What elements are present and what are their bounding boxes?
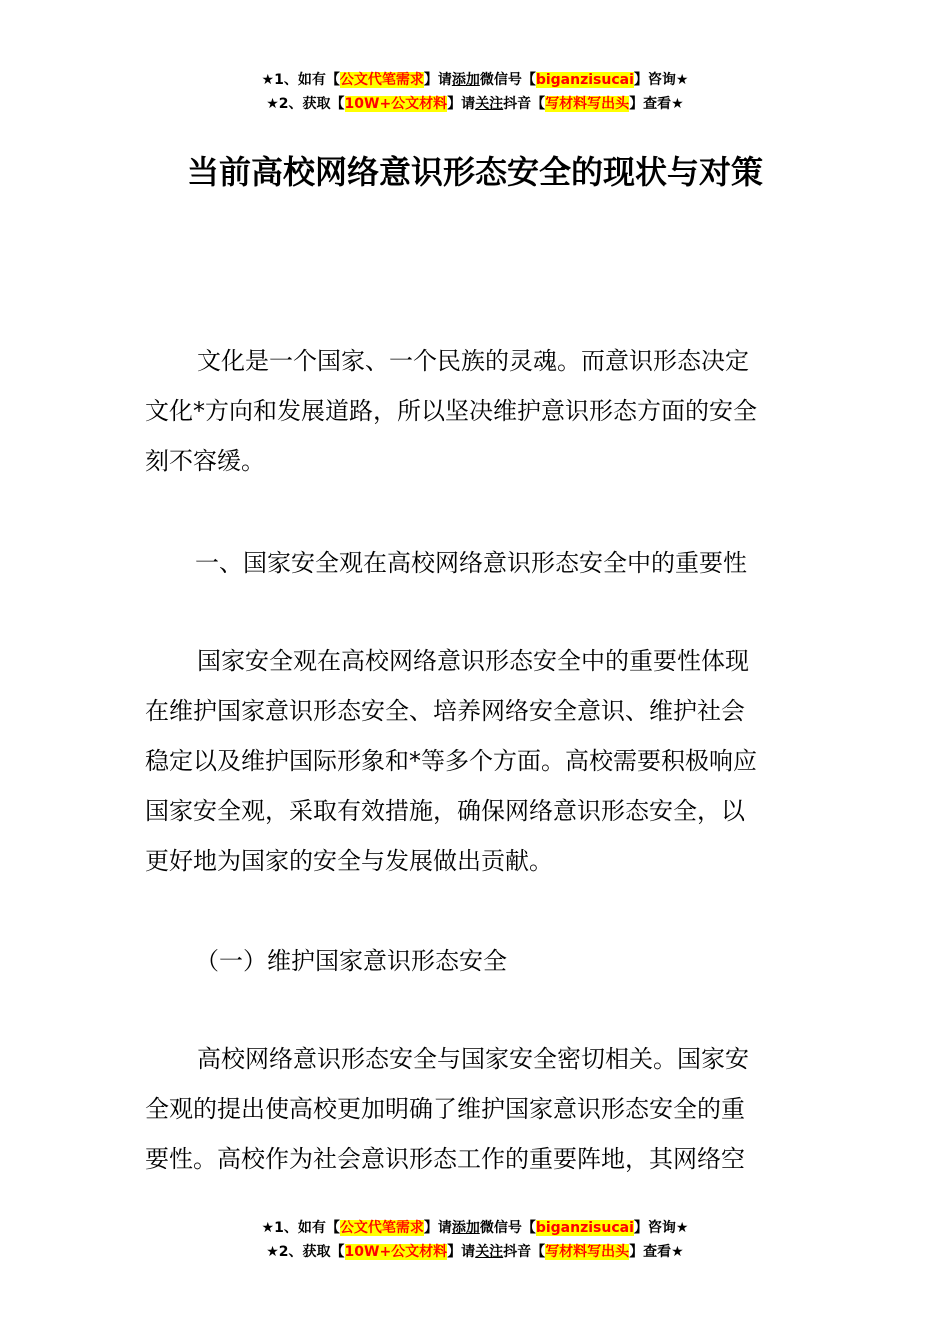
- banner-highlight: 写材料写出头: [545, 1244, 630, 1260]
- document-title: 当前高校网络意识形态安全的现状与对策: [186, 153, 763, 191]
- paragraph-line: 文化是一个国家、一个民族的灵魂。而意识形态决定: [197, 347, 749, 375]
- paragraph-line: 高校网络意识形态安全与国家安全密切相关。国家安: [197, 1045, 749, 1073]
- paragraph-line: 国家安全观在高校网络意识形态安全中的重要性体现: [197, 647, 749, 675]
- paragraph-importance: [145, 636, 809, 886]
- banner-line-2: ★2、获取【10W+公文材料】请关注抖音【写材料写出头】查看★: [266, 96, 684, 112]
- paragraph-line: 稳定以及维护国际形象和*等多个方面。高校需要积极响应: [145, 747, 757, 775]
- paragraph-intro: [145, 336, 809, 486]
- paragraph-line: 在维护国家意识形态安全、培养网络安全意识、维护社会: [145, 697, 745, 725]
- banner-highlight: biganzisucai: [535, 1220, 634, 1236]
- banner-line-2: ★2、获取【10W+公文材料】请关注抖音【写材料写出头】查看★: [266, 1244, 684, 1260]
- banner-highlight: 公文代笔需求: [339, 72, 424, 88]
- top-banner: [0, 68, 950, 116]
- banner-highlight: 写材料写出头: [545, 96, 630, 112]
- banner-highlight: biganzisucai: [535, 72, 634, 88]
- bottom-banner: [0, 1216, 950, 1264]
- section-heading-1: 一、国家安全观在高校网络意识形态安全中的重要性: [195, 549, 747, 577]
- banner-line-1: ★1、如有【公文代笔需求】请添加微信号【biganzisucai】咨询★: [261, 72, 689, 88]
- paragraph-line: 要性。高校作为社会意识形态工作的重要阵地，其网络空: [145, 1145, 745, 1173]
- paragraph-line: 国家安全观，采取有效措施，确保网络意识形态安全，以: [145, 797, 745, 825]
- banner-highlight: 公文代笔需求: [339, 1220, 424, 1236]
- paragraph-line: 全观的提出使高校更加明确了维护国家意识形态安全的重: [145, 1095, 745, 1123]
- paragraph-national-security: [145, 1034, 809, 1184]
- banner-highlight: 10W+公文材料: [344, 96, 448, 112]
- banner-line-1: ★1、如有【公文代笔需求】请添加微信号【biganzisucai】咨询★: [261, 1220, 689, 1236]
- section-heading-2: （一）维护国家意识形态安全: [195, 947, 507, 975]
- banner-highlight: 10W+公文材料: [344, 1244, 448, 1260]
- paragraph-line: 更好地为国家的安全与发展做出贡献。: [145, 847, 553, 875]
- paragraph-line: 刻不容缓。: [145, 447, 265, 475]
- paragraph-line: 文化*方向和发展道路，所以坚决维护意识形态方面的安全: [145, 397, 757, 425]
